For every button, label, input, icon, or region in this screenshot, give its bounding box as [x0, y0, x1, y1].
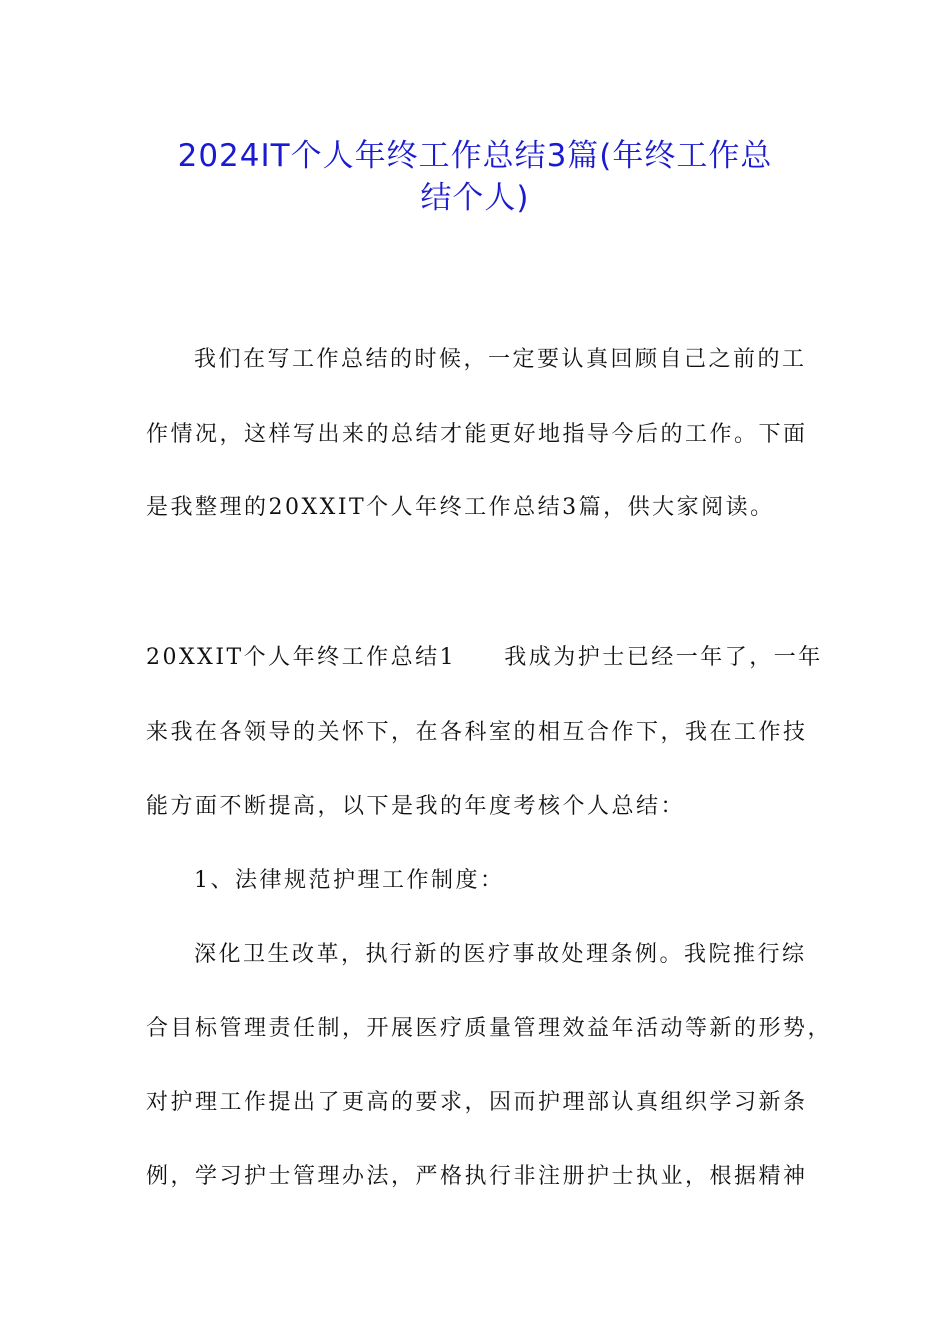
section1-para-line-3: 对护理工作提出了更高的要求，因而护理部认真组织学习新条: [146, 1090, 808, 1115]
intro-line-3: 是我整理的20XXIT个人年终工作总结3篇，供大家阅读。: [146, 495, 775, 520]
document-title-line-1: 2024IT个人年终工作总结3篇(年终工作总: [177, 138, 773, 174]
section1-line-3: 能方面不断提高，以下是我的年度考核个人总结：: [146, 794, 686, 819]
document-title-line-2: 结个人): [420, 180, 530, 216]
section1-para-line-2: 合目标管理责任制，开展医疗质量管理效益年活动等新的形势，: [146, 1016, 833, 1041]
section1-line-2: 来我在各领导的关怀下，在各科室的相互合作下，我在工作技: [146, 720, 808, 745]
section1-item-1: 1、法律规范护理工作制度：: [194, 868, 505, 893]
section1-para-line-1: 深化卫生改革，执行新的医疗事故处理条例。我院推行综: [194, 942, 807, 967]
section1-first-line: [146, 643, 826, 673]
section1-para-line-4: 例，学习护士管理办法，严格执行非注册护士执业，根据精神: [146, 1164, 808, 1189]
section1-first-line-text: 我成为护士已经一年了，一年: [504, 645, 823, 670]
intro-line-1: 我们在写工作总结的时候，一定要认真回顾自己之前的工: [194, 347, 807, 372]
section1-heading: 20XXIT个人年终工作总结1: [146, 645, 457, 670]
intro-line-2: 作情况，这样写出来的总结才能更好地指导今后的工作。下面: [146, 422, 808, 447]
